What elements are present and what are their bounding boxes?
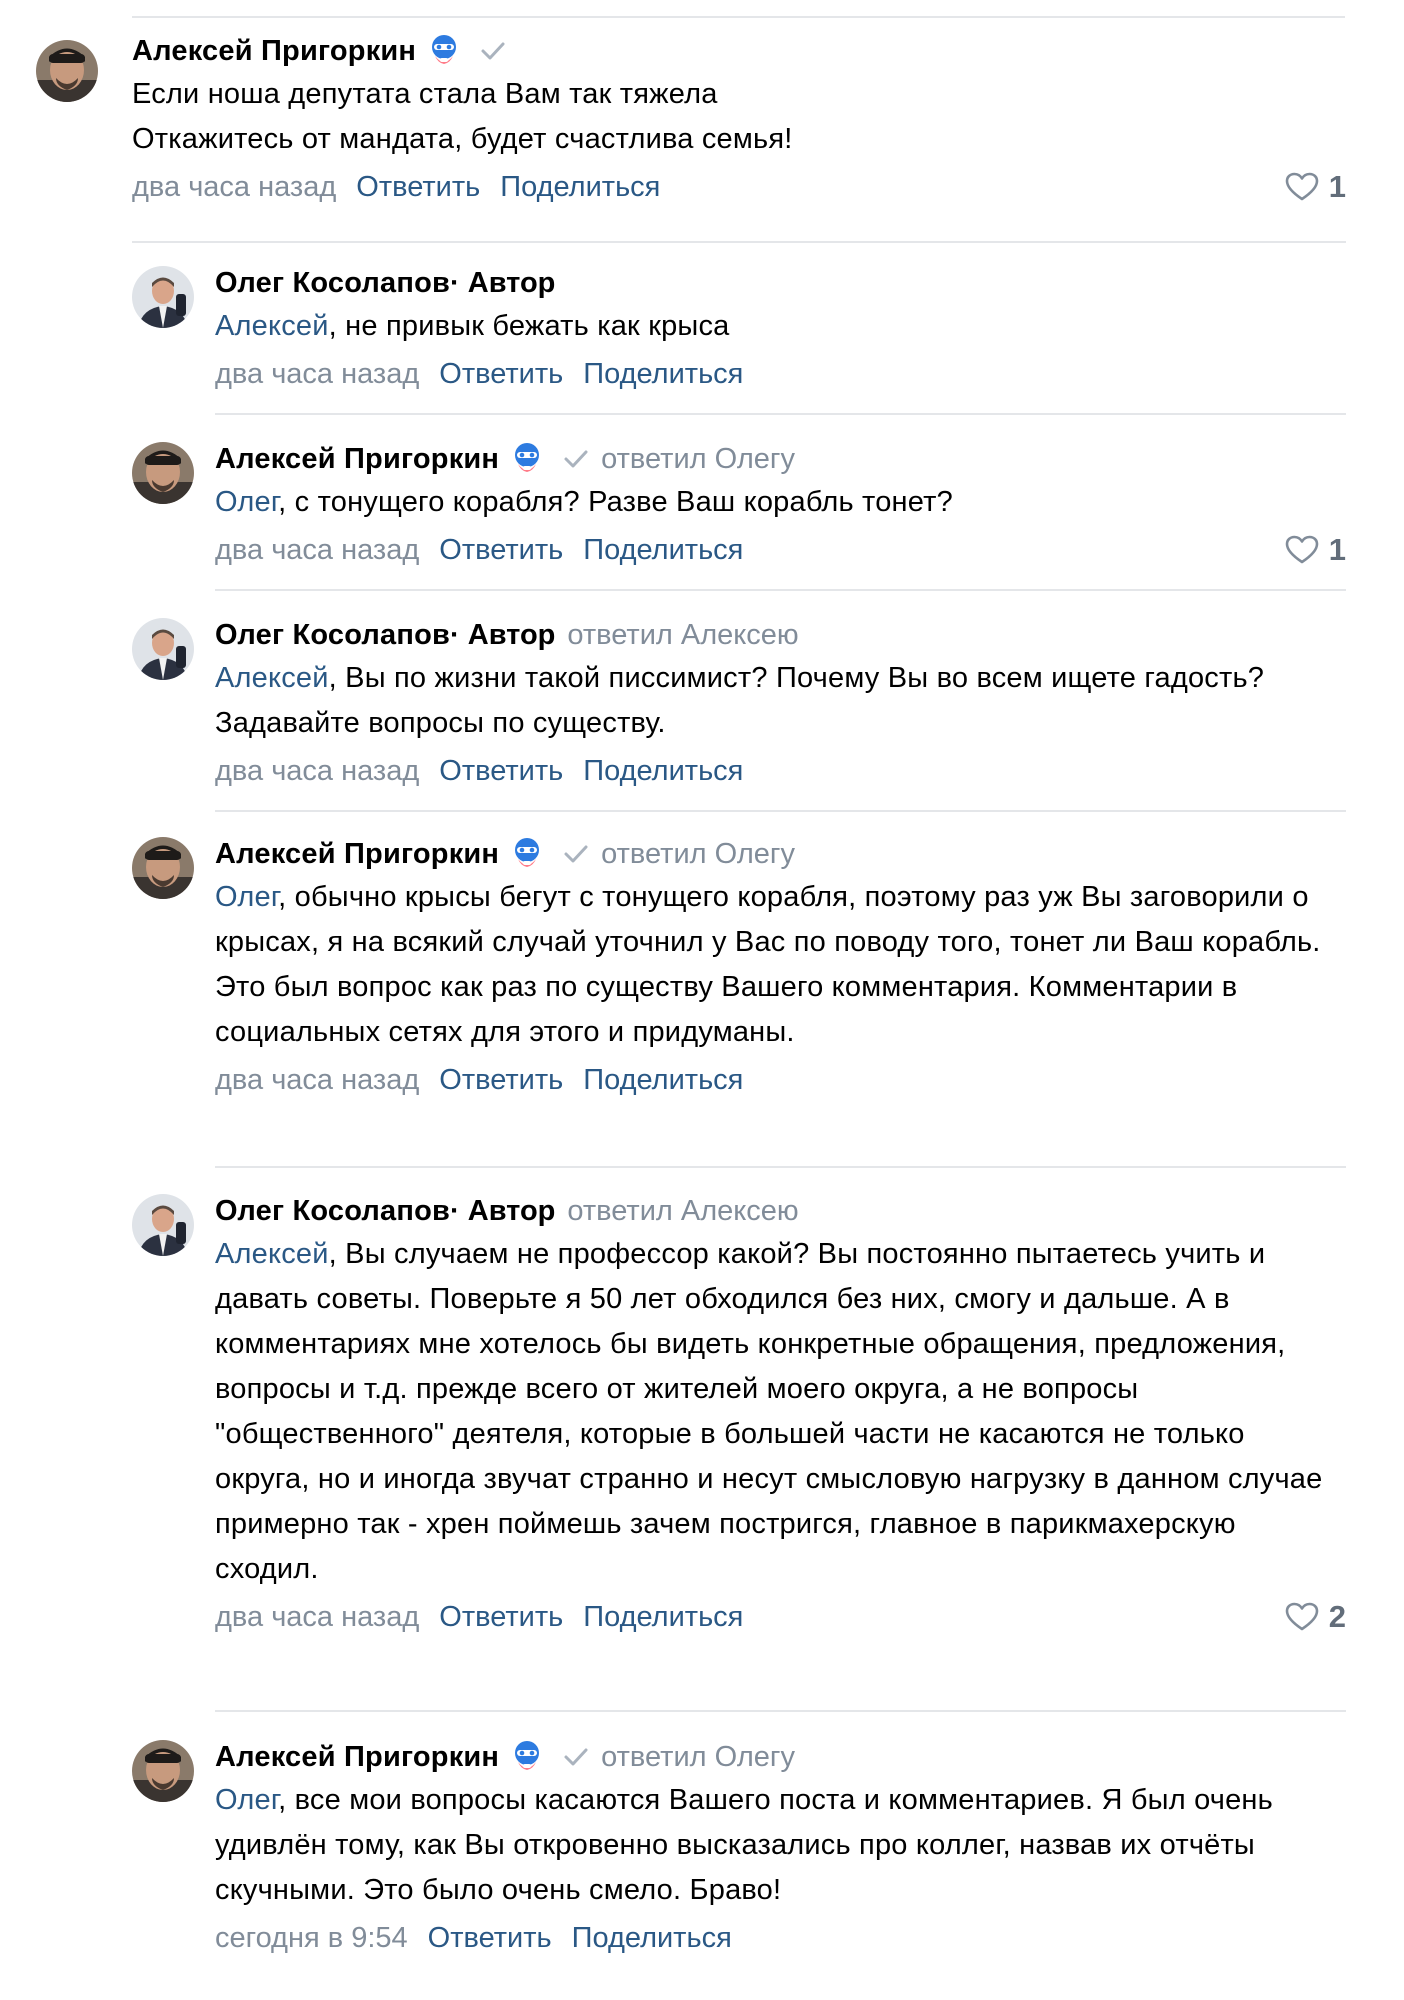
heart-icon	[1285, 535, 1319, 565]
mention-link[interactable]: Алексей	[215, 310, 329, 342]
author-name[interactable]: Олег Косолапов	[215, 1194, 451, 1227]
esports-badge-icon	[509, 440, 545, 478]
comment-text: Алексей, не привык бежать как крыса	[215, 310, 730, 342]
reply-to-note[interactable]: ответил Олегу	[601, 1740, 795, 1773]
reply-button[interactable]: Ответить	[439, 754, 564, 787]
share-button[interactable]: Поделиться	[583, 533, 744, 566]
comment-divider	[215, 1166, 1346, 1168]
mention-link[interactable]: Олег	[215, 486, 279, 518]
comment-time: два часа назад	[215, 533, 420, 566]
avatar[interactable]	[132, 266, 194, 328]
author-name[interactable]: Алексей Пригоркин	[215, 837, 500, 870]
comment-time: два часа назад	[215, 357, 420, 390]
avatar[interactable]	[132, 1740, 194, 1802]
avatar[interactable]	[132, 1194, 194, 1256]
share-button[interactable]: Поделиться	[583, 754, 744, 787]
comment-divider	[215, 1710, 1346, 1712]
share-button[interactable]: Поделиться	[583, 1063, 744, 1096]
comment-time: два часа назад	[215, 754, 420, 787]
checkmark-icon	[563, 843, 589, 865]
author-name[interactable]: Олег Косолапов	[215, 266, 451, 299]
comment-text: Олег, все мои вопросы касаются Вашего поста и комментариев. Я был очень удивлён тому, как Вы откровенно высказались про коллег, назвав их отчёты скучными. Это было очень смело. Браво!	[215, 1784, 1273, 1906]
comment-divider	[215, 413, 1346, 415]
reply-to-note[interactable]: ответил Олегу	[601, 442, 795, 475]
comment-divider	[132, 241, 1346, 243]
comment-text: Олег, обычно крысы бегут с тонущего корабля, поэтому раз уж Вы заговорили о крысах, я на всякий случай уточнил у Вас по поводу того, тонет ли Ваш корабль. Это был вопрос как раз по существу Вашего комментария. Комментарии в социальных сетях для этого и придуманы.	[215, 881, 1321, 1048]
share-button[interactable]: Поделиться	[583, 357, 744, 390]
mention-link[interactable]: Алексей	[215, 662, 329, 694]
comment-time: два часа назад	[132, 170, 337, 203]
comment-text: Алексей, Вы по жизни такой писсимист? Почему Вы во всем ищете гадость? Задавайте вопросы по существу.	[215, 662, 1265, 739]
share-button[interactable]: Поделиться	[583, 1600, 744, 1633]
reply-button[interactable]: Ответить	[427, 1921, 552, 1954]
author-name[interactable]: Алексей Пригоркин	[215, 442, 500, 475]
comment-text: Если ноша депутата стала Вам так тяжела Откажитесь от мандата, будет счастлива семья!	[132, 78, 793, 155]
reply-to-note[interactable]: ответил Алексею	[567, 1194, 799, 1227]
checkmark-icon	[480, 40, 506, 62]
mention-link[interactable]: Олег	[215, 881, 279, 913]
reply-to-note[interactable]: ответил Алексею	[567, 618, 799, 651]
comment-time: сегодня в 9:54	[215, 1921, 408, 1954]
comment-time: два часа назад	[215, 1600, 420, 1633]
esports-badge-icon	[509, 1738, 545, 1776]
comment-divider	[215, 810, 1346, 812]
comment-time: два часа назад	[215, 1063, 420, 1096]
checkmark-icon	[563, 448, 589, 470]
author-role: · Автор	[450, 1194, 556, 1227]
like-button[interactable]	[1285, 162, 1346, 212]
author-name[interactable]: Алексей Пригоркин	[132, 34, 417, 67]
reply-button[interactable]: Ответить	[439, 1063, 564, 1096]
like-button[interactable]	[1285, 525, 1346, 575]
like-count: 1	[1328, 169, 1346, 204]
reply-to-note[interactable]: ответил Олегу	[601, 837, 795, 870]
reply-button[interactable]: Ответить	[439, 533, 564, 566]
heart-icon	[1285, 1602, 1319, 1632]
checkmark-icon	[563, 1746, 589, 1768]
avatar[interactable]	[132, 618, 194, 680]
author-name[interactable]: Алексей Пригоркин	[215, 1740, 500, 1773]
esports-badge-icon	[426, 32, 462, 70]
reply-button[interactable]: Ответить	[356, 170, 481, 203]
heart-icon	[1285, 172, 1319, 202]
comment-text: Олег, с тонущего корабля? Разве Ваш корабль тонет?	[215, 486, 953, 518]
reply-button[interactable]: Ответить	[439, 357, 564, 390]
avatar[interactable]	[132, 837, 194, 899]
top-divider	[132, 16, 1345, 18]
like-count: 1	[1328, 532, 1346, 567]
reply-button[interactable]: Ответить	[439, 1600, 564, 1633]
avatar[interactable]	[132, 442, 194, 504]
esports-badge-icon	[509, 835, 545, 873]
mention-link[interactable]: Алексей	[215, 1238, 329, 1270]
comment-text: Алексей, Вы случаем не профессор какой? Вы постоянно пытаетесь учить и давать советы. Поверьте я 50 лет обходился без них, смогу и дальше. А в комментариях мне хотелось бы видеть конкретные обращения, предложения, вопросы и т.д. прежде всего от жителей моего округа, а не вопросы "общественного" деятеля, которые в большей части не касаются не только округа, но и иногда звучат странно и несут смысловую нагрузку в данном случае примерно так - хрен поймешь зачем постригся, главное в парикмахерскую сходил.	[215, 1238, 1323, 1585]
author-name[interactable]: Олег Косолапов	[215, 618, 451, 651]
like-count: 2	[1328, 1599, 1346, 1634]
author-role: · Автор	[450, 266, 556, 299]
author-role: · Автор	[450, 618, 556, 651]
comment-divider	[215, 589, 1346, 591]
avatar[interactable]	[36, 40, 98, 102]
mention-link[interactable]: Олег	[215, 1784, 279, 1816]
share-button[interactable]: Поделиться	[500, 170, 661, 203]
share-button[interactable]: Поделиться	[571, 1921, 732, 1954]
like-button[interactable]	[1285, 1592, 1346, 1642]
